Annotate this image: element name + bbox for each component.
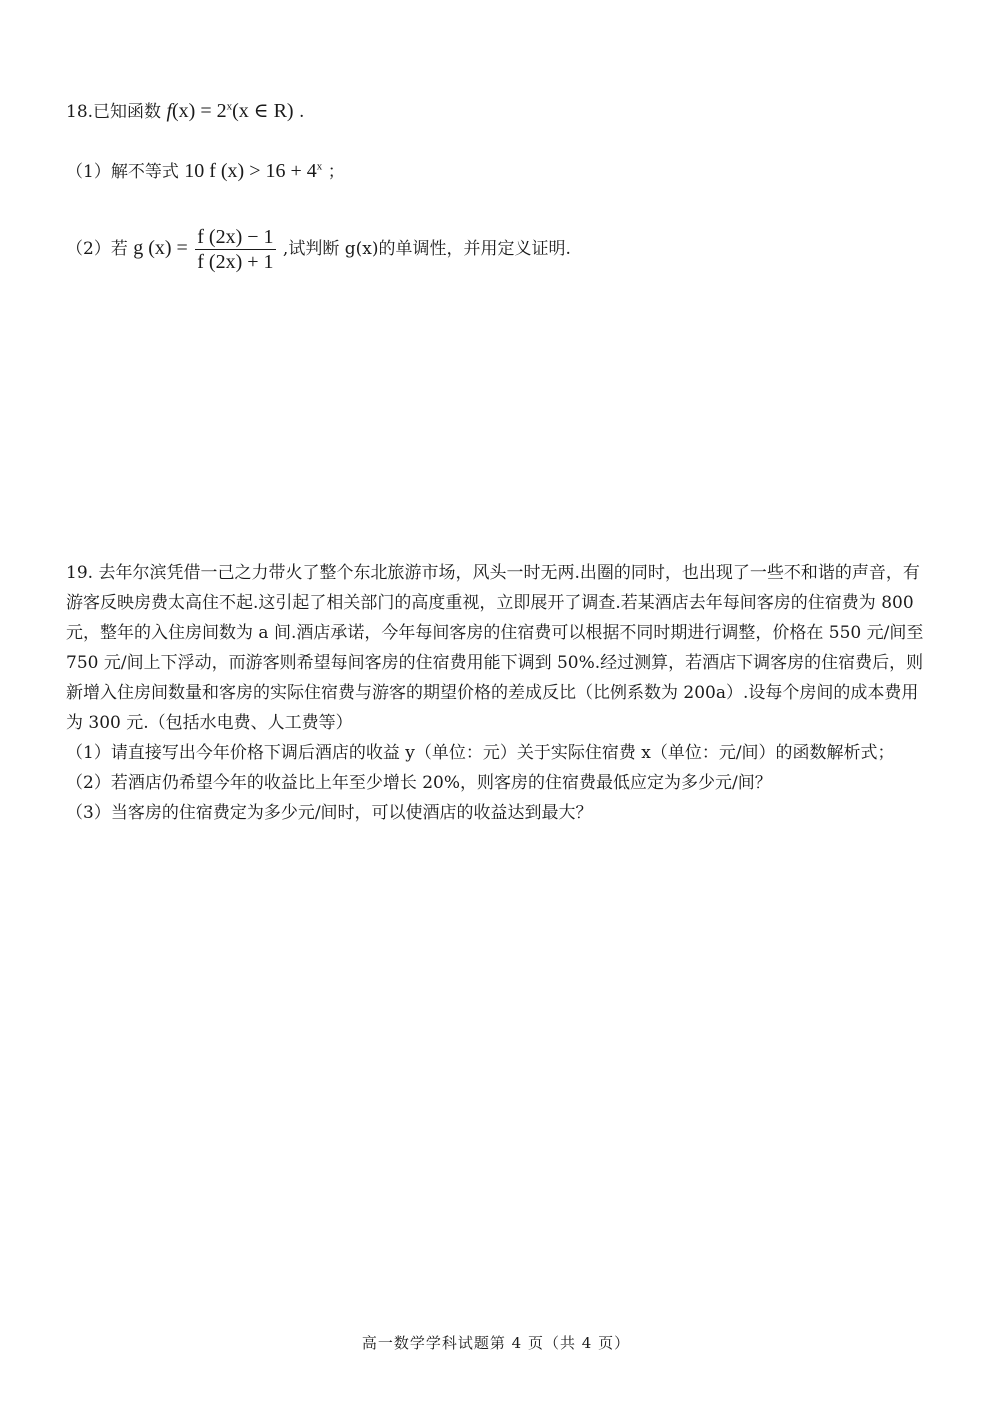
q18-part1 <box>66 160 345 183</box>
q18-stem-func: f <box>166 100 173 122</box>
q18-part1-expr: 10 f (x) > 16 + 4 <box>184 160 317 182</box>
q19-stem: 19. 去年尔滨凭借一己之力带火了整个东北旅游市场，风头一时无两.出圈的同时，也出现了一些不和谐的声音，有游客反映房费太高住不起.这引起了相关部门的高度重视，立即展开了调查.若某酒店去年每间客房的住宿费为 800 元，整年的入住房间数为 a 间.酒店承诺，今年每间客房的住宿费可以根据不同时期进行调整，价格在 550 元/间至 750 元/间上下浮动，而游客则希望每间客房的住宿费用能下调到 50%.经过测算，若酒店下调客房的住宿费后，则新增入住房间数量和客房的实际住宿费与游客的期望价格的差成反比（比例系数为 200a）.设每个房间的成本费用为 300 元.（包括水电费、人工费等） <box>66 563 924 733</box>
q19-part2: （2）若酒店仍希望今年的收益比上年至少增长 20%，则客房的住宿费最低应定为多少元/间？ <box>66 773 772 793</box>
q18-stem-prefix: 18.已知函数 <box>66 102 162 122</box>
q18-part2-denominator: f (2x) + 1 <box>197 251 274 273</box>
q18-part2-suffix: ,试判断 g(x)的单调性，并用定义证明. <box>282 239 571 259</box>
q18-part2-numerator: f (2x) − 1 <box>197 226 274 248</box>
q18-part2 <box>66 220 571 277</box>
q18-part2-prefix: （2）若 <box>66 239 128 259</box>
q18-stem-suffix: . <box>299 102 305 122</box>
q18-stem-eq: (x) = 2 <box>172 100 227 122</box>
q18-part1-exp: x <box>316 160 323 173</box>
q18-part1-formula <box>184 160 322 182</box>
q18-stem-formula <box>166 100 293 122</box>
q18-part1-prefix: （1）解不等式 <box>66 162 179 182</box>
page-footer: 高一数学学科试题第 4 页（共 4 页） <box>361 1334 631 1352</box>
q19-part1: （1）请直接写出今年价格下调后酒店的收益 y（单位：元）关于实际住宿费 x（单位：元/间）的函数解析式； <box>66 743 895 763</box>
q19-part3: （3）当客房的住宿费定为多少元/间时，可以使酒店的收益达到最大？ <box>66 803 593 823</box>
q19-block <box>66 558 928 828</box>
q18-part2-g: g (x) = <box>133 237 188 259</box>
q18-part1-suffix: ； <box>327 162 345 182</box>
q18-part2-fraction <box>195 225 275 274</box>
q18-stem <box>66 100 304 123</box>
q18-stem-exp: x <box>226 100 233 113</box>
q18-stem-domain: (x ∈ R) <box>232 100 294 122</box>
